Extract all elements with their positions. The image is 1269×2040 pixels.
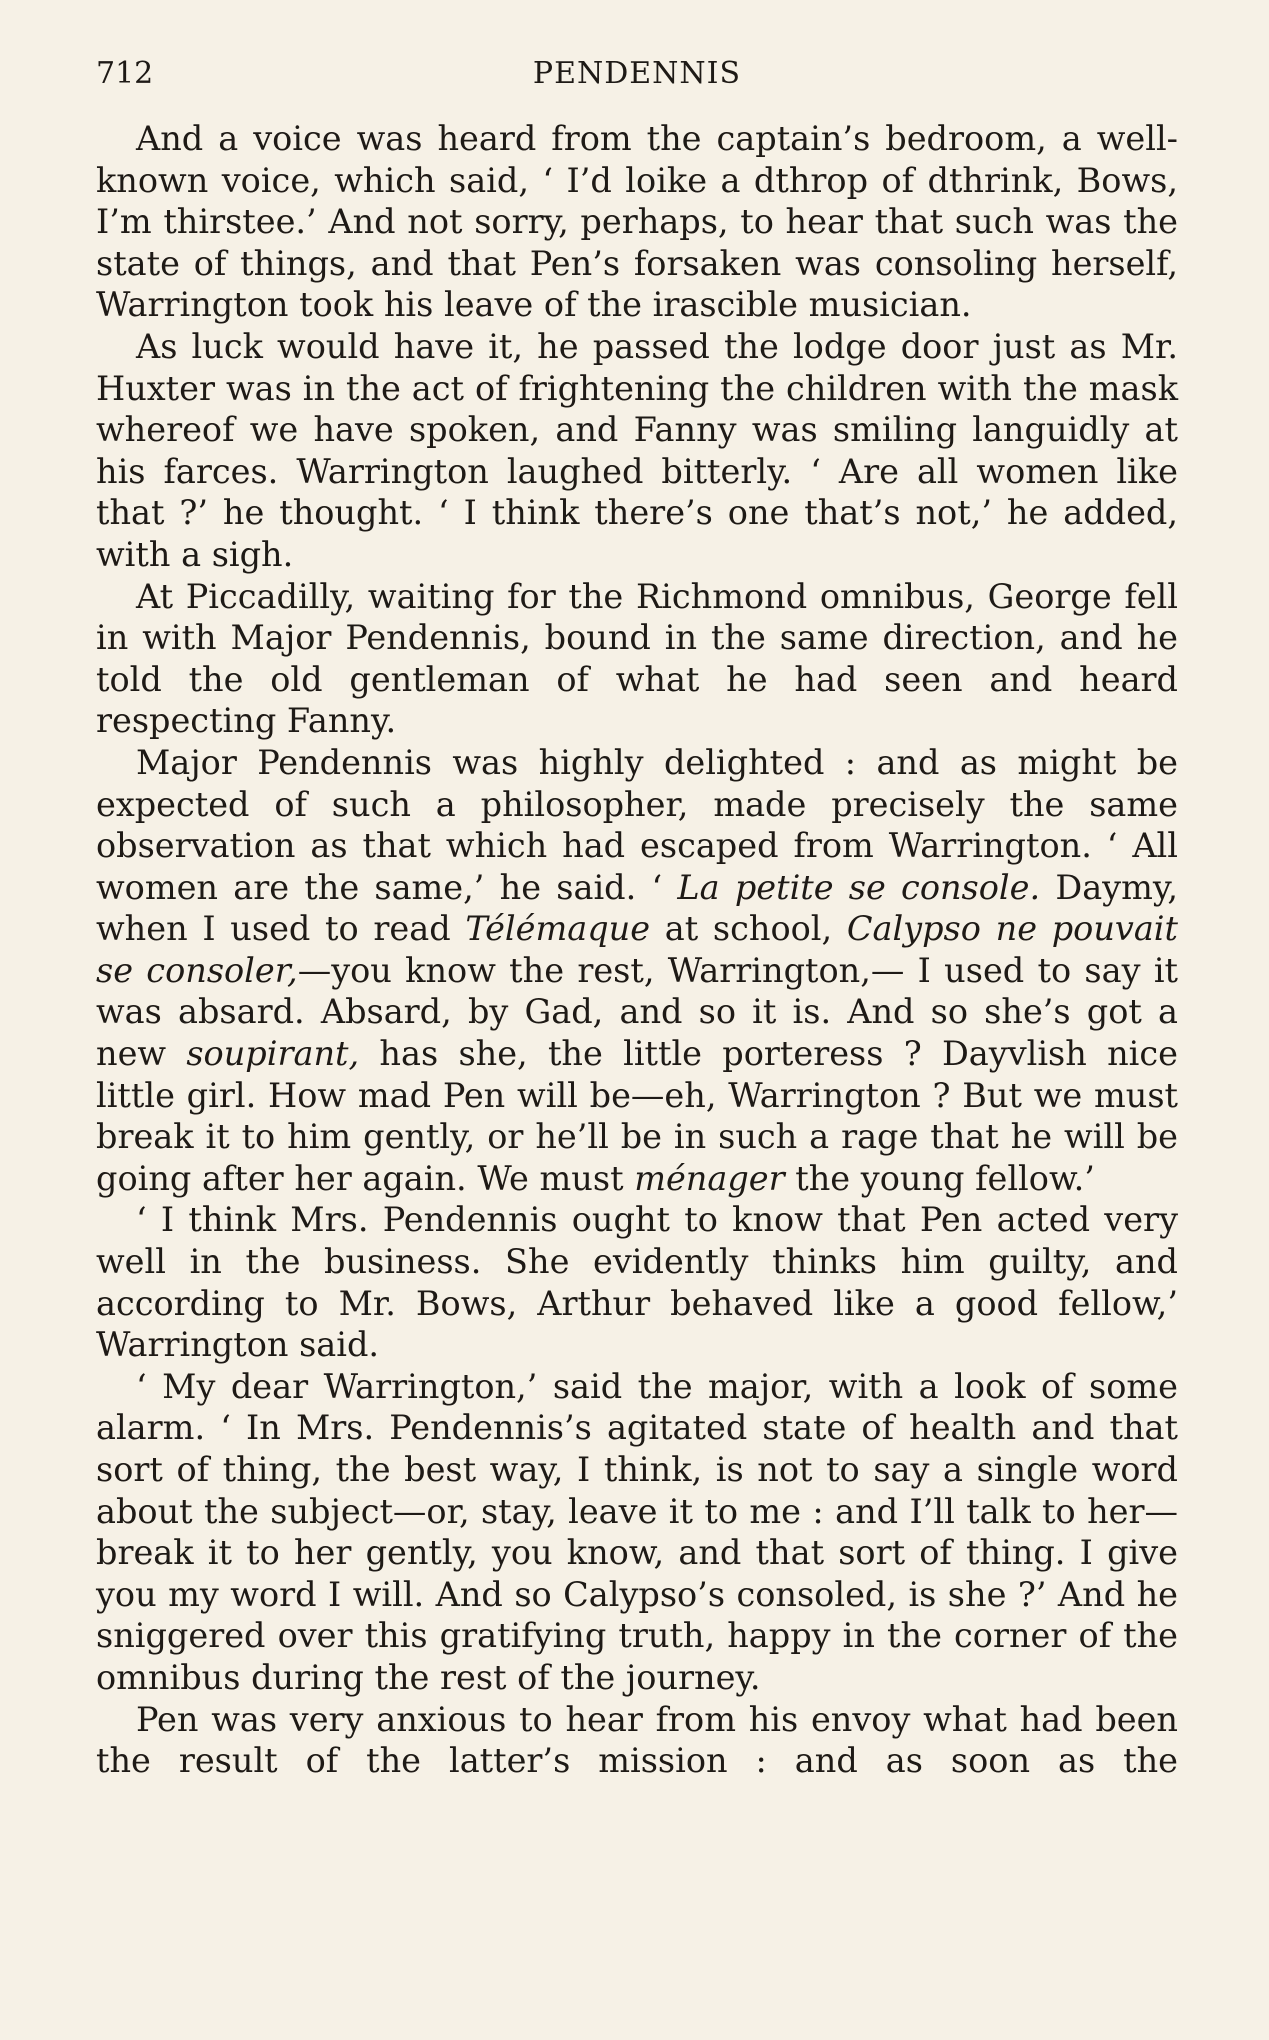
paragraph-4-text: the young fellow.’ — [784, 1158, 1095, 1198]
paragraph-4 — [96, 742, 1178, 1200]
paragraph-4-text: has she, the little porteress ? Dayvlish nice little girl. How mad Pen will be—eh, Warrington ? But we must break it to him gently, or he’ll be in such a rage that he will be going after her again. We must — [96, 1034, 1178, 1198]
body-text — [96, 118, 1178, 1782]
paragraph-7: Pen was very anxious to hear from his envoy what had been the result of the latter’s mission : and as soon as the — [96, 1699, 1178, 1781]
paragraph-4-text: —you know the rest, Warrington,— I used to say it was absard. Absard, by Gad, and so it is. And so she’s got a new — [96, 950, 1178, 1074]
paragraph-1: And a voice was heard from the captain’s bedroom, a well-known voice, which said, ‘ I’d loike a dthrop of dthrink, Bows, I’m thirstee.’ And not sorry, perhaps, to hear that such was the state of things, and that Pen’s forsaken was consoling herself, Warrington took his leave of the irascible musician. — [96, 119, 1178, 325]
running-head — [96, 56, 1178, 104]
italic-word: soupirant, — [186, 1034, 360, 1074]
paragraph-4-text: at school, — [650, 909, 847, 949]
italic-phrase: Calypso ne pouvait se consoler, — [96, 909, 1178, 990]
page-number: 712 — [96, 56, 154, 91]
paragraph-3: At Piccadilly, waiting for the Richmond omnibus, George fell in with Major Pendennis, bound in the same direction, and he told the old gentleman of what he had seen and heard respecting Fanny. — [96, 576, 1178, 741]
italic-title: Télémaque — [465, 909, 651, 949]
paragraph-6: ‘ My dear Warrington,’ said the major, with a look of some alarm. ‘ In Mrs. Pendennis’s agitated state of health and that sort of thing, the best way, I think, is not to say a single word about the subject—or, stay, leave it to me : and I’ll talk to her—break it to her gently, you know, and that sort of thing. I give you my word I will. And so Calypso’s consoled, is she ?’ And he sniggered over this gratifying truth, happy in the corner of the omnibus during the rest of the journey. — [96, 1366, 1178, 1697]
paragraph-4-text: Major Pendennis was highly delighted : and as might be expected of such a philosopher, made precisely the same observation as that which had escaped from Warrington. ‘ All women are the same,’ he said. ‘ — [96, 742, 1178, 907]
paragraph-4-text: Daymy, when I used to read — [96, 867, 1178, 949]
running-title: PENDENNIS — [532, 56, 742, 91]
paragraph-5: ‘ I think Mrs. Pendennis ought to know that Pen acted very well in the business. She evidently thinks him guilty, and according to Mr. Bows, Arthur behaved like a good fellow,’ Warrington said. — [96, 1200, 1178, 1365]
paragraph-2: As luck would have it, he passed the lodge door just as Mr. Huxter was in the act of frightening the children with the mask whereof we have spoken, and Fanny was smiling languidly at his farces. Warrington laughed bitterly. ‘ Are all women like that ?’ he thought. ‘ I think there’s one that’s not,’ he added, with a sigh. — [96, 326, 1178, 574]
book-page — [96, 56, 1178, 1782]
italic-phrase: La petite se console. — [677, 867, 1041, 907]
italic-word: ménager — [634, 1158, 785, 1198]
